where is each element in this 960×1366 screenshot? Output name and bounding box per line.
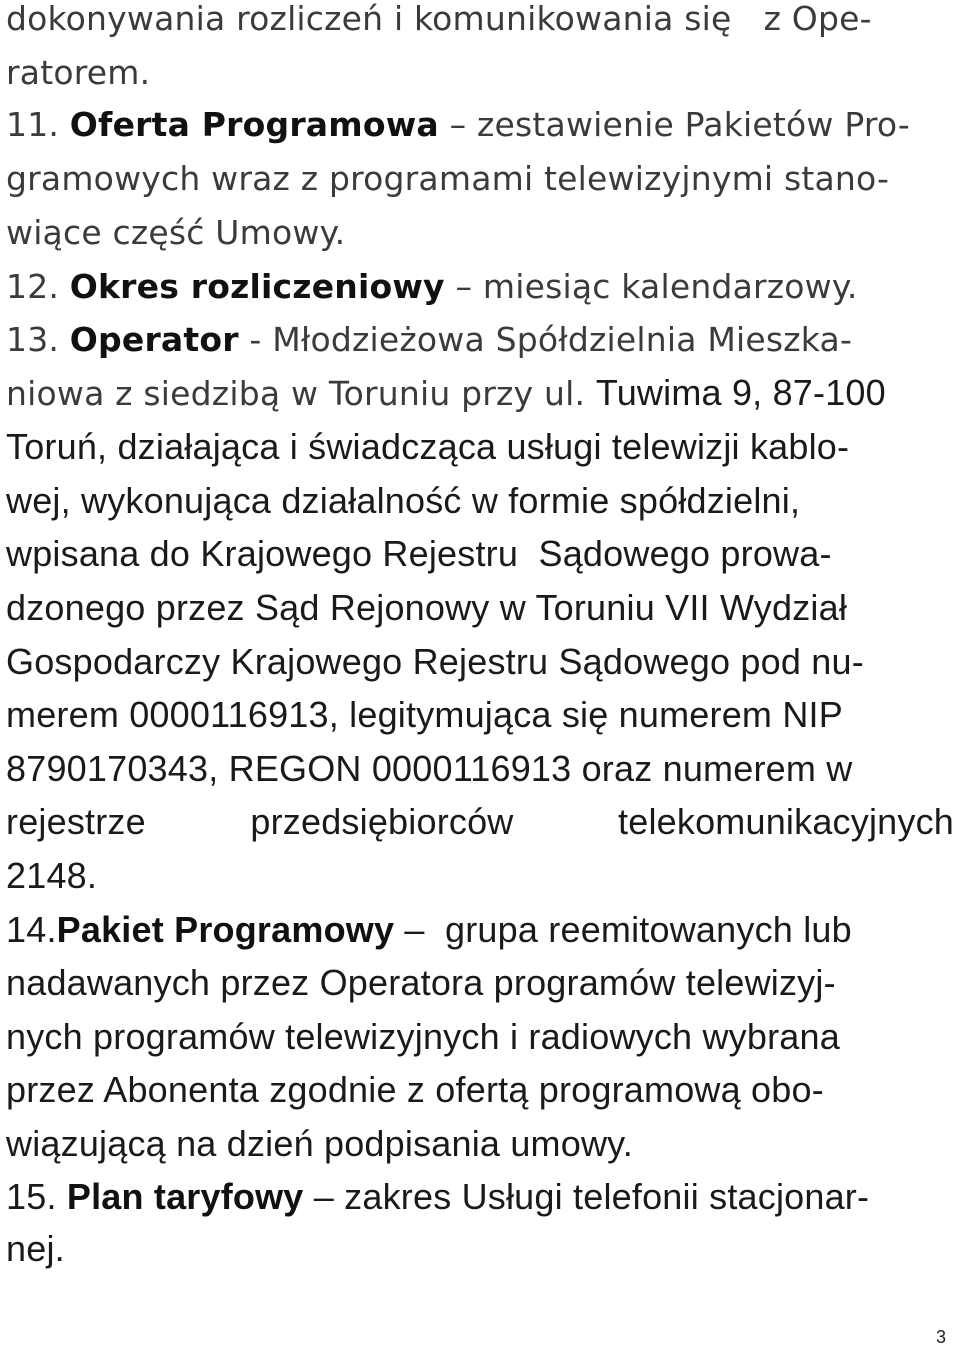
text-line bbox=[6, 366, 886, 420]
text-line bbox=[6, 206, 345, 260]
text-line bbox=[6, 849, 97, 903]
text-fragment: Toruń, działająca i świadcząca usługi telewizji kablo- bbox=[6, 426, 850, 467]
text-line bbox=[6, 1117, 633, 1171]
term-pakiet-programowy: Pakiet Programowy bbox=[56, 909, 395, 950]
text-fragment: Tuwima 9, 87-100 bbox=[595, 372, 886, 413]
text-fragment: wiązującą na dzień podpisania umowy. bbox=[6, 1123, 633, 1164]
definition-11 bbox=[6, 98, 910, 152]
definition-12 bbox=[6, 260, 858, 314]
text-line bbox=[6, 1063, 824, 1117]
text-fragment: dzonego przez Sąd Rejonowy w Toruniu VII Wydział bbox=[6, 587, 848, 628]
text-fragment: – zakres Usługi telefonii stacjonar- bbox=[303, 1176, 870, 1217]
definition-15 bbox=[6, 1170, 869, 1224]
item-number: 11. bbox=[6, 105, 70, 144]
text-fragment: 2148. bbox=[6, 855, 98, 896]
text-line bbox=[6, 581, 847, 635]
text-fragment: telekomunikacyjnych bbox=[618, 801, 954, 842]
text-fragment: – miesiąc kalendarzowy. bbox=[444, 267, 858, 306]
text-fragment: wiące część Umowy. bbox=[6, 213, 346, 252]
text-fragment: nadawanych przez Operatora programów telewizyj- bbox=[6, 962, 836, 1003]
text-line bbox=[6, 474, 800, 528]
text-fragment: wpisana do Krajowego Rejestru Sądowego prowa- bbox=[6, 533, 832, 574]
text-line bbox=[6, 742, 852, 796]
text-line bbox=[6, 688, 843, 742]
text-fragment: wej, wykonująca działalność w formie spółdzielni, bbox=[6, 480, 801, 521]
text-fragment: dokonywania rozliczeń i komunikowania się z Ope- bbox=[6, 0, 872, 38]
text-line bbox=[6, 152, 889, 206]
text-fragment: nych programów telewizyjnych i radiowych wybrana bbox=[6, 1016, 840, 1057]
term-operator: Operator bbox=[69, 320, 239, 359]
text-line bbox=[6, 1010, 840, 1064]
term-okres-rozliczeniowy: Okres rozliczeniowy bbox=[69, 267, 445, 306]
text-line bbox=[6, 1222, 65, 1276]
page-number: 3 bbox=[935, 1327, 946, 1347]
text-line bbox=[6, 0, 872, 46]
text-line bbox=[6, 46, 150, 100]
text-line bbox=[6, 420, 849, 474]
item-number: 13. bbox=[6, 320, 70, 359]
text-fragment: przedsiębiorców bbox=[250, 801, 514, 842]
term-oferta-programowa: Oferta Programowa bbox=[69, 105, 439, 144]
item-number: 15. bbox=[6, 1176, 67, 1217]
text-fragment: niowa z siedzibą w Toruniu przy ul. bbox=[6, 374, 596, 413]
text-fragment: nej. bbox=[6, 1228, 65, 1269]
text-fragment: – grupa reemitowanych lub bbox=[394, 909, 852, 950]
text-fragment: Gospodarczy Krajowego Rejestru Sądowego pod nu- bbox=[6, 641, 864, 682]
text-line bbox=[6, 635, 864, 689]
item-number: 12. bbox=[6, 267, 70, 306]
text-fragment: - Młodzieżowa Spółdzielnia Mieszka- bbox=[238, 320, 853, 359]
text-fragment: gramowych wraz z programami telewizyjnymi stano- bbox=[6, 159, 890, 198]
text-fragment: – zestawienie Pakietów Pro- bbox=[438, 105, 910, 144]
text-fragment: 8790170343, REGON 0000116913 oraz numerem w bbox=[6, 748, 853, 789]
text-fragment: ratorem. bbox=[6, 53, 151, 92]
definition-14 bbox=[6, 903, 852, 957]
definition-13 bbox=[6, 313, 852, 367]
text-line bbox=[6, 527, 832, 581]
text-fragment: przez Abonenta zgodnie z ofertą programową obo- bbox=[6, 1069, 824, 1110]
text-line bbox=[6, 956, 836, 1010]
text-fragment: merem 0000116913, legitymująca się numerem NIP bbox=[6, 694, 843, 735]
term-plan-taryfowy: Plan taryfowy bbox=[66, 1176, 304, 1217]
item-number: 14. bbox=[6, 909, 57, 950]
text-line bbox=[6, 795, 954, 849]
text-fragment: rejestrze bbox=[6, 801, 146, 842]
